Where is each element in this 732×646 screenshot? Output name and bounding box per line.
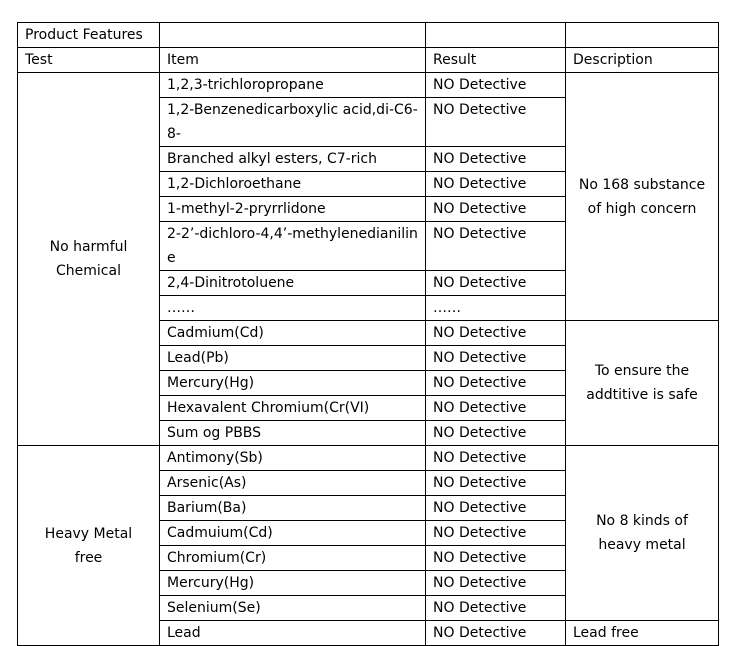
header-row: [18, 48, 719, 73]
item-cell: Lead: [160, 621, 426, 646]
result-cell: NO Detective: [426, 446, 566, 471]
table-row: [18, 446, 719, 471]
result-cell: NO Detective: [426, 371, 566, 396]
result-cell: NO Detective: [426, 621, 566, 646]
result-cell: NO Detective: [426, 471, 566, 496]
result-cell: NO Detective: [426, 546, 566, 571]
item-cell: Mercury(Hg): [160, 571, 426, 596]
item-cell: 1,2,3-trichloropropane: [160, 73, 426, 98]
item-cell: Barium(Ba): [160, 496, 426, 521]
test-cell-no-harmful-chemical: No harmful Chemical: [18, 73, 160, 446]
table-row: [18, 73, 719, 98]
result-cell: NO Detective: [426, 596, 566, 621]
result-cell: NO Detective: [426, 271, 566, 296]
result-cell: NO Detective: [426, 396, 566, 421]
result-cell: NO Detective: [426, 421, 566, 446]
item-cell: Antimony(Sb): [160, 446, 426, 471]
result-cell: NO Detective: [426, 172, 566, 197]
item-cell: 1,2-Dichloroethane: [160, 172, 426, 197]
table-title: Product Features: [18, 23, 160, 48]
item-cell: Branched alkyl esters, C7-rich: [160, 147, 426, 172]
result-cell: NO Detective: [426, 222, 566, 271]
result-cell: ……: [426, 296, 566, 321]
item-cell: 1-methyl-2-pryrrlidone: [160, 197, 426, 222]
item-cell: Cadmuium(Cd): [160, 521, 426, 546]
item-cell: Mercury(Hg): [160, 371, 426, 396]
item-cell: Arsenic(As): [160, 471, 426, 496]
item-cell: Selenium(Se): [160, 596, 426, 621]
description-cell-additive: To ensure the addtitive is safe: [566, 321, 719, 446]
result-cell: NO Detective: [426, 321, 566, 346]
header-test: Test: [18, 48, 160, 73]
header-result: Result: [426, 48, 566, 73]
result-cell: NO Detective: [426, 496, 566, 521]
header-item: Item: [160, 48, 426, 73]
item-cell: Hexavalent Chromium(Cr(VI): [160, 396, 426, 421]
test-cell-heavy-metal-free: Heavy Metal free: [18, 446, 160, 646]
result-cell: NO Detective: [426, 147, 566, 172]
item-cell: Lead(Pb): [160, 346, 426, 371]
result-cell: NO Detective: [426, 98, 566, 147]
description-cell-svhc: No 168 substance of high concern: [566, 73, 719, 321]
item-cell: 1,2-Benzenedicarboxylic acid,di-C6-8-: [160, 98, 426, 147]
result-cell: NO Detective: [426, 197, 566, 222]
item-cell: 2,4-Dinitrotoluene: [160, 271, 426, 296]
description-cell-heavy-metal: No 8 kinds of heavy metal: [566, 446, 719, 621]
header-description: Description: [566, 48, 719, 73]
description-cell-lead-free: Lead free: [566, 621, 719, 646]
item-cell: Sum og PBBS: [160, 421, 426, 446]
result-cell: NO Detective: [426, 521, 566, 546]
item-cell: Chromium(Cr): [160, 546, 426, 571]
result-cell: NO Detective: [426, 571, 566, 596]
item-cell: ……: [160, 296, 426, 321]
product-features-table: [17, 22, 719, 646]
result-cell: NO Detective: [426, 346, 566, 371]
title-row: [18, 23, 719, 48]
result-cell: NO Detective: [426, 73, 566, 98]
item-cell: 2-2’-dichloro-4,4’-methylenedianiline: [160, 222, 426, 271]
item-cell: Cadmium(Cd): [160, 321, 426, 346]
